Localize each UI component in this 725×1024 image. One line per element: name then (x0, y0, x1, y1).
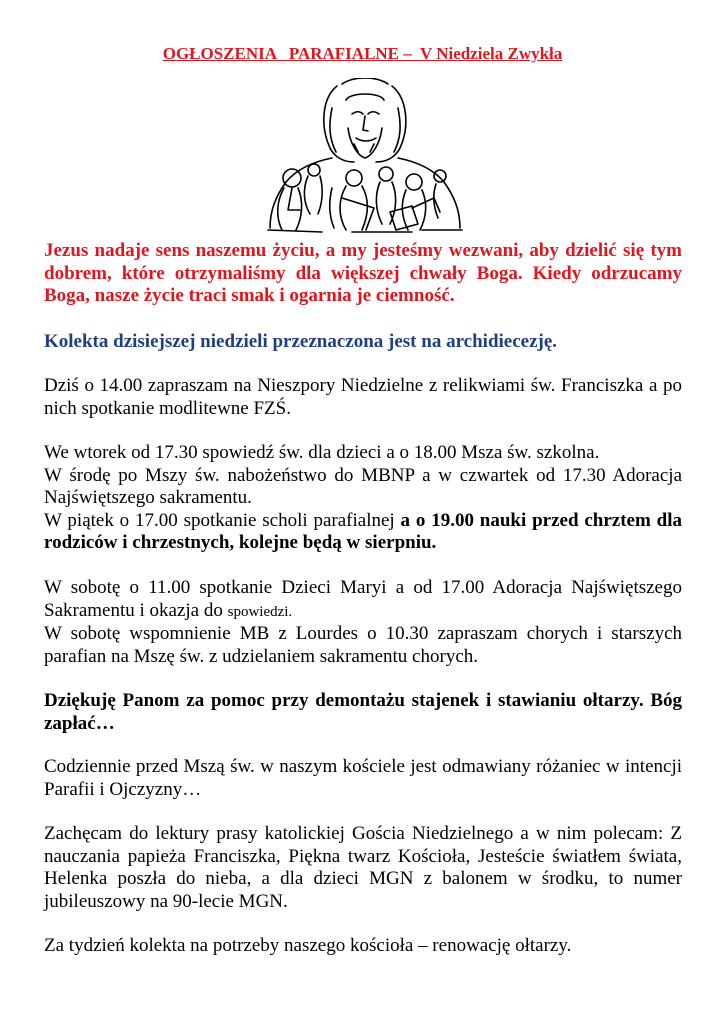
rosary-notice: Codziennie przed Mszą św. w naszym kościele jest odmawiany różaniec w intencji Parafii i Ojczyzny… (44, 756, 682, 800)
collection-notice: Kolekta dzisiejszej niedzieli przeznaczona jest na archidiecezję. (44, 331, 558, 352)
intro-paragraph: Jezus nadaje sens naszemu życiu, a my jesteśmy wezwani, aby dzielić się tym dobrem, które otrzymaliśmy dla większej chwały Boga. Kiedy odrzucamy Boga, nasze życie traci smak i ogarnia je ciemność. (44, 240, 682, 306)
wednesday-notice: W środę po Mszy św. nabożeństwo do MBNP a w czwartek od 17.30 Adoracja Najświętszego sakramentu. (44, 464, 682, 508)
saturday-schedule (44, 577, 682, 668)
next-week-notice: Za tydzień kolekta na potrzeby naszego kościoła – renowację ołtarzy. (44, 935, 572, 956)
weekly-schedule (44, 442, 682, 555)
tuesday-notice: We wtorek od 17.30 spowiedź św. dla dzieci a o 18.00 Msza św. szkolna. (44, 442, 600, 463)
friday-notice (44, 510, 682, 555)
lourdes-notice: W sobotę wspomnienie MB z Lourdes o 10.30 zapraszam chorych i starszych parafian na Mszę św. z udzielaniem sakramentu chorych. (44, 623, 682, 667)
friday-text: W piątek o 17.00 spotkanie scholi parafialnej (44, 509, 401, 531)
thanks-notice: Dziękuję Panom za pomoc przy demontażu stajenek i stawianiu ołtarzy. Bóg zapłać… (44, 690, 682, 734)
page-title: OGŁOSZENIA PARAFIALNE – V Niedziela Zwykła (162, 44, 563, 63)
jesus-with-children-icon (262, 78, 467, 236)
vespers-notice: Dziś o 14.00 zapraszam na Nieszpory Niedzielne z relikwiami św. Franciszka a po nich spotkanie modlitewne FZŚ. (44, 375, 682, 419)
press-notice: Zachęcam do lektury prasy katolickiej Gościa Niedzielnego a w nim polecam: Z nauczania papieża Franciszka, Piękna twarz Kościoła, Jesteście światłem świata, Helenka poszła do nieba, a dla dzieci MGN z balonem w środku, to numer jubileuszowy na 90-lecie MGN. (44, 823, 682, 912)
saturday-notice (44, 577, 682, 623)
baptism-classes-text: a o 19.00 nauki przed chrztem dla rodziców i chrzestnych, kolejne będą w sierpniu. (44, 509, 682, 553)
confession-text: spowiedzi. (227, 603, 293, 620)
saturday-text: W sobotę o 11.00 spotkanie Dzieci Maryi a od 17.00 Adoracja Najświętszego Sakramentu i okazja do (44, 577, 682, 621)
